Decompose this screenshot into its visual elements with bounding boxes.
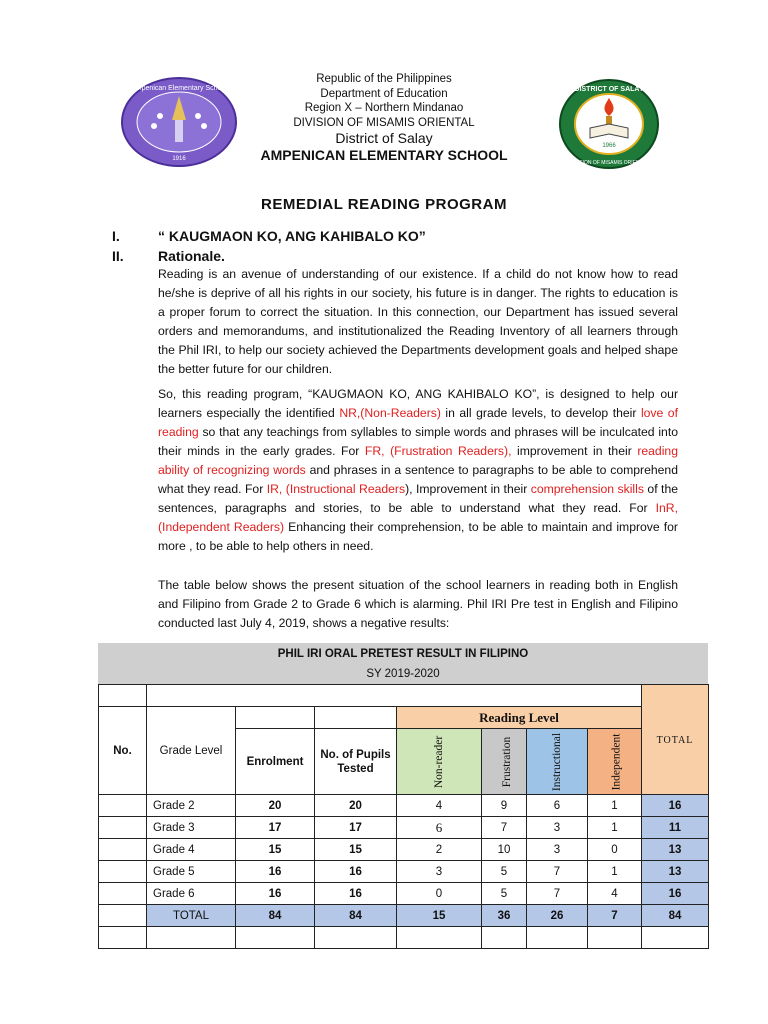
total-cell: 16 [642,883,709,905]
frustration-header [482,729,527,795]
independent-cell: 4 [588,883,642,905]
frustration-cell: 10 [482,839,527,861]
grade-cell: Grade 6 [147,883,236,905]
republic-line: Republic of the Philippines [316,73,452,85]
blank-cell [315,707,397,729]
highlight-instructional-readers: IR, (Instructional Readers [266,482,406,496]
independent-header [588,729,642,795]
no-cell [99,839,147,861]
rationale-paragraph: Reading is an avenue of understanding of our existence. If a child do not know how to read he/she is deprive of all his rights in our society, his future is in danger. The rights to education is a proper forum to correct the situation. In this connection, our Department has issued several orders and memorandums, and institutionalized the Reading Inventory of all learners through the Phil IRI, to help our society achieved the Departments development goals and helped shape the better future for our children. [158,267,678,376]
highlight-recognizing-words: reading ability of recognizing words [158,444,678,477]
section-1-number: I. [112,228,120,244]
enrolment-cell: 20 [236,795,315,817]
instructional-label: Instructional [551,732,563,791]
blank-cell [527,927,588,949]
highlight-independent-readers: InR, (Independent Readers) [158,501,678,534]
totals-instructional: 26 [527,905,588,927]
totals-frustration: 36 [482,905,527,927]
highlight-non-readers: NR,(Non-Readers) [339,406,441,420]
text: in all grade levels, to develop their [440,406,641,420]
seal-bottom-text: DIVISION OF MISAMIS ORIENTAL [569,160,649,166]
instructional-cell: 7 [527,883,588,905]
nonreader-header [397,729,482,795]
tested-header: No. of Pupils Tested [315,729,397,795]
school-logo-year: 1916 [172,156,186,162]
totals-enrolment: 84 [236,905,315,927]
pretest-table [98,684,709,949]
region-line: Region X – Northern Mindanao [304,102,464,114]
text: of the sentences, paragraphs and stories, to be able to understand what they read. For [158,482,679,515]
total-cell: 16 [642,795,709,817]
no-cell [99,861,147,883]
independent-label: Independent [610,733,623,790]
section-1-title: “ KAUGMAON KO, ANG KAHIBALO KO” [158,228,426,244]
no-cell [99,883,147,905]
nonreader-cell: 6 [397,817,482,839]
enrolment-header: Enrolment [236,729,315,795]
frustration-cell: 5 [482,861,527,883]
nonreader-cell: 3 [397,861,482,883]
table-row [99,883,709,905]
department-line: Department of Education [320,87,448,100]
no-header: No. [99,707,147,795]
table-title: PHIL IRI ORAL PRETEST RESULT IN FILIPINO [98,643,708,665]
blank-cell [315,927,397,949]
total-cell: 13 [642,839,709,861]
nonreader-cell: 0 [397,883,482,905]
table-row [99,817,709,839]
frustration-cell: 9 [482,795,527,817]
independent-cell: 1 [588,817,642,839]
blank-cell [147,927,236,949]
tested-cell: 17 [315,817,397,839]
table-school-year: SY 2019-2020 [98,665,708,684]
independent-cell: 1 [588,795,642,817]
total-header-label: TOTAL [656,734,694,746]
district-line: District of Salay [335,130,433,146]
enrolment-cell: 16 [236,883,315,905]
total-cell: 11 [642,817,709,839]
blank-cell [588,927,642,949]
table-row [99,795,709,817]
totals-nonreader: 15 [397,905,482,927]
total-cell: 13 [642,861,709,883]
enrolment-cell: 16 [236,861,315,883]
school-logo-text: Ampenican Elementary School [131,85,227,92]
blank-cell [99,685,147,707]
table-intro-paragraph: The table below shows the present situation of the school learners in reading both in English and Filipino from Grade 2 to Grade 6 which is alarming. Phil IRI Pre test in English and Filipino conducted last July 4, 2019, shows a negative results: [158,578,678,630]
section-2-number: II. [112,248,124,264]
totals-tested: 84 [315,905,397,927]
reading-level-header: Reading Level [397,707,642,729]
text: ), Improvement in their [405,482,531,496]
text: improvement in their [511,444,638,458]
grade-cell: Grade 2 [147,795,236,817]
total-header [642,685,709,795]
grade-cell: Grade 5 [147,861,236,883]
frustration-cell: 5 [482,883,527,905]
letterhead [0,72,768,164]
frustration-cell: 7 [482,817,527,839]
blank-cell [397,927,482,949]
nonreader-cell: 4 [397,795,482,817]
blank-cell [642,927,709,949]
grade-cell: Grade 3 [147,817,236,839]
nonreader-label: Non-reader [432,735,445,788]
frustration-label: Frustration [501,736,514,787]
no-cell [99,905,147,927]
instructional-cell: 3 [527,817,588,839]
instructional-header [527,729,588,795]
tested-cell: 16 [315,883,397,905]
text: Enhancing their comprehension, to be able to maintain and improve for more , to be able to help others in need. [158,520,678,553]
enrolment-cell: 17 [236,817,315,839]
table-row [99,839,709,861]
totals-total: 84 [642,905,709,927]
blank-cell [482,927,527,949]
blank-cell [147,685,642,707]
text: and phrases in a sentence to paragraphs to be able to comprehend what they read. For [158,463,678,496]
tested-cell: 16 [315,861,397,883]
highlight-comprehension-skills: comprehension skills [530,482,644,496]
grade-header: Grade Level [147,707,236,795]
totals-label: TOTAL [147,905,236,927]
independent-cell: 0 [588,839,642,861]
text: So, this reading program, “KAUGMAON KO, ANG KAHIBALO KO”, is designed to help our learners especially the identified [158,387,678,420]
totals-row [99,905,709,927]
seal-year: 1966 [602,143,616,149]
seal-top-text: DISTRICT OF SALAY [574,86,644,93]
tested-cell: 15 [315,839,397,861]
nonreader-cell: 2 [397,839,482,861]
no-cell [99,795,147,817]
highlight-love-of-reading: love of reading [158,406,678,439]
instructional-cell: 6 [527,795,588,817]
instructional-cell: 7 [527,861,588,883]
blank-cell [236,707,315,729]
division-line: DIVISION OF MISAMIS ORIENTAL [293,116,475,129]
table-row [99,861,709,883]
document-title: REMEDIAL READING PROGRAM [261,196,507,213]
empty-row [99,927,709,949]
highlight-frustration-readers: FR, (Frustration Readers), [364,444,512,458]
blank-cell [236,927,315,949]
instructional-cell: 3 [527,839,588,861]
blank-cell [99,927,147,949]
school-name: AMPENICAN ELEMENTARY SCHOOL [260,147,508,163]
totals-independent: 7 [588,905,642,927]
section-2-title: Rationale. [158,248,225,264]
program-paragraph [158,385,678,556]
independent-cell: 1 [588,861,642,883]
tested-cell: 20 [315,795,397,817]
text: so that any teachings from syllables to simple words and phrases will be inculcated into their minds in the early grades. For [158,425,678,458]
no-cell [99,817,147,839]
grade-cell: Grade 4 [147,839,236,861]
enrolment-cell: 15 [236,839,315,861]
